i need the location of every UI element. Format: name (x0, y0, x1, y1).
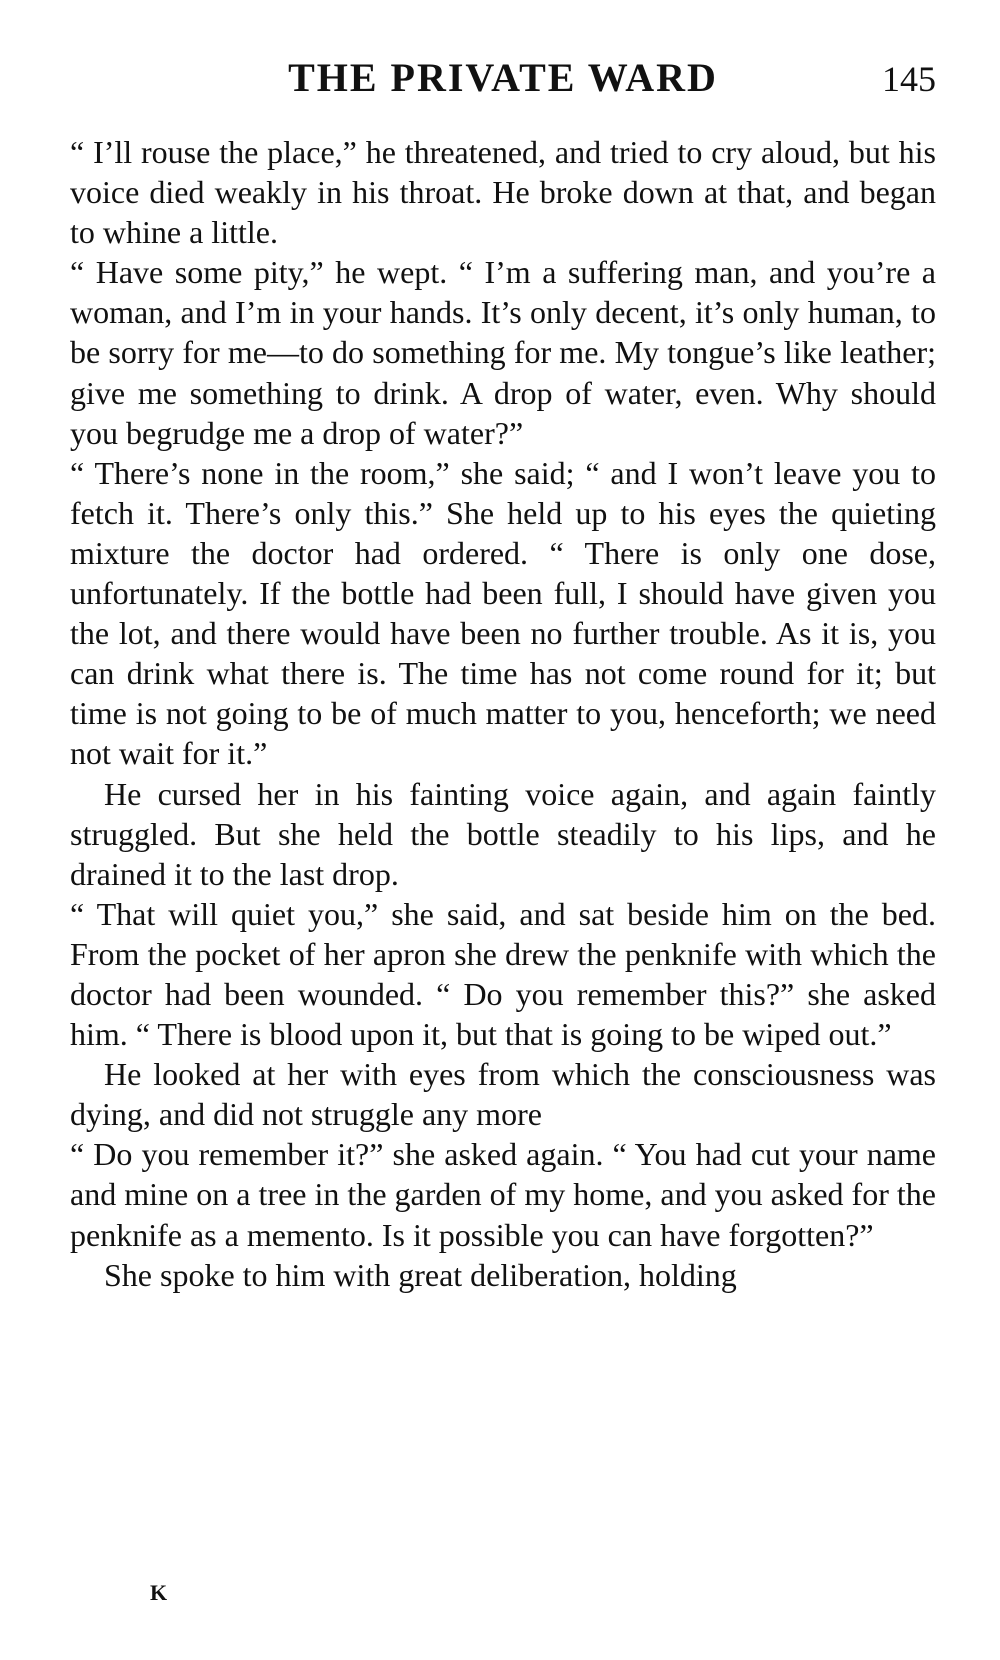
page-number: 145 (882, 59, 936, 99)
paragraph: “ Have some pity,” he wept. “ I’m a suffering man, and you’re a woman, and I’m in your hands. It’s only decent, it’s only human, to be sorry for me—to do something for me. My tongue’s like leather; give me something to drink. A drop of water, even. Why should you begrudge me a drop of water?” (70, 254, 936, 451)
paragraph: He looked at her with eyes from which the consciousness was dying, and did not struggle any more (70, 1056, 936, 1133)
running-title: THE PRIVATE WARD (288, 55, 718, 100)
paragraph: “ I’ll rouse the place,” he threatened, and tried to cry aloud, but his voice died weakly in his throat. He broke down at that, and began to whine a little. (70, 134, 936, 251)
paragraph: “ There’s none in the room,” she said; “ and I won’t leave you to fetch it. There’s only this.” She held up to his eyes the quieting mixture the doctor had ordered. “ There is only one dose, unfortunately. If the bottle had been full, I should have given you the lot, and there would have been no further trouble. As it is, you can drink what there is. The time has not come round for it; but time is not going to be of much matter to you, henceforth; we need not wait for it.” (70, 454, 936, 772)
signature-mark: K (150, 1580, 168, 1605)
page-header (70, 48, 936, 108)
body-text (70, 132, 936, 1295)
paragraph: He cursed her in his fainting voice again, and again faintly struggled. But she held the bottle steadily to his lips, and he drained it to the last drop. (70, 775, 936, 892)
paragraph: “ That will quiet you,” she said, and sat beside him on the bed. From the pocket of her apron she drew the penknife with which the doctor had been wounded. “ Do you remember this?” she asked him. “ There is blood upon it, but that is going to be wiped out.” (70, 895, 936, 1053)
paragraph: She spoke to him with great deliberation, holding (104, 1256, 737, 1293)
paragraph: “ Do you remember it?” she asked again. “ You had cut your name and mine on a tree in the garden of my home, and you asked for the penknife as a memento. Is it possible you can have forgotten?” (70, 1136, 936, 1253)
